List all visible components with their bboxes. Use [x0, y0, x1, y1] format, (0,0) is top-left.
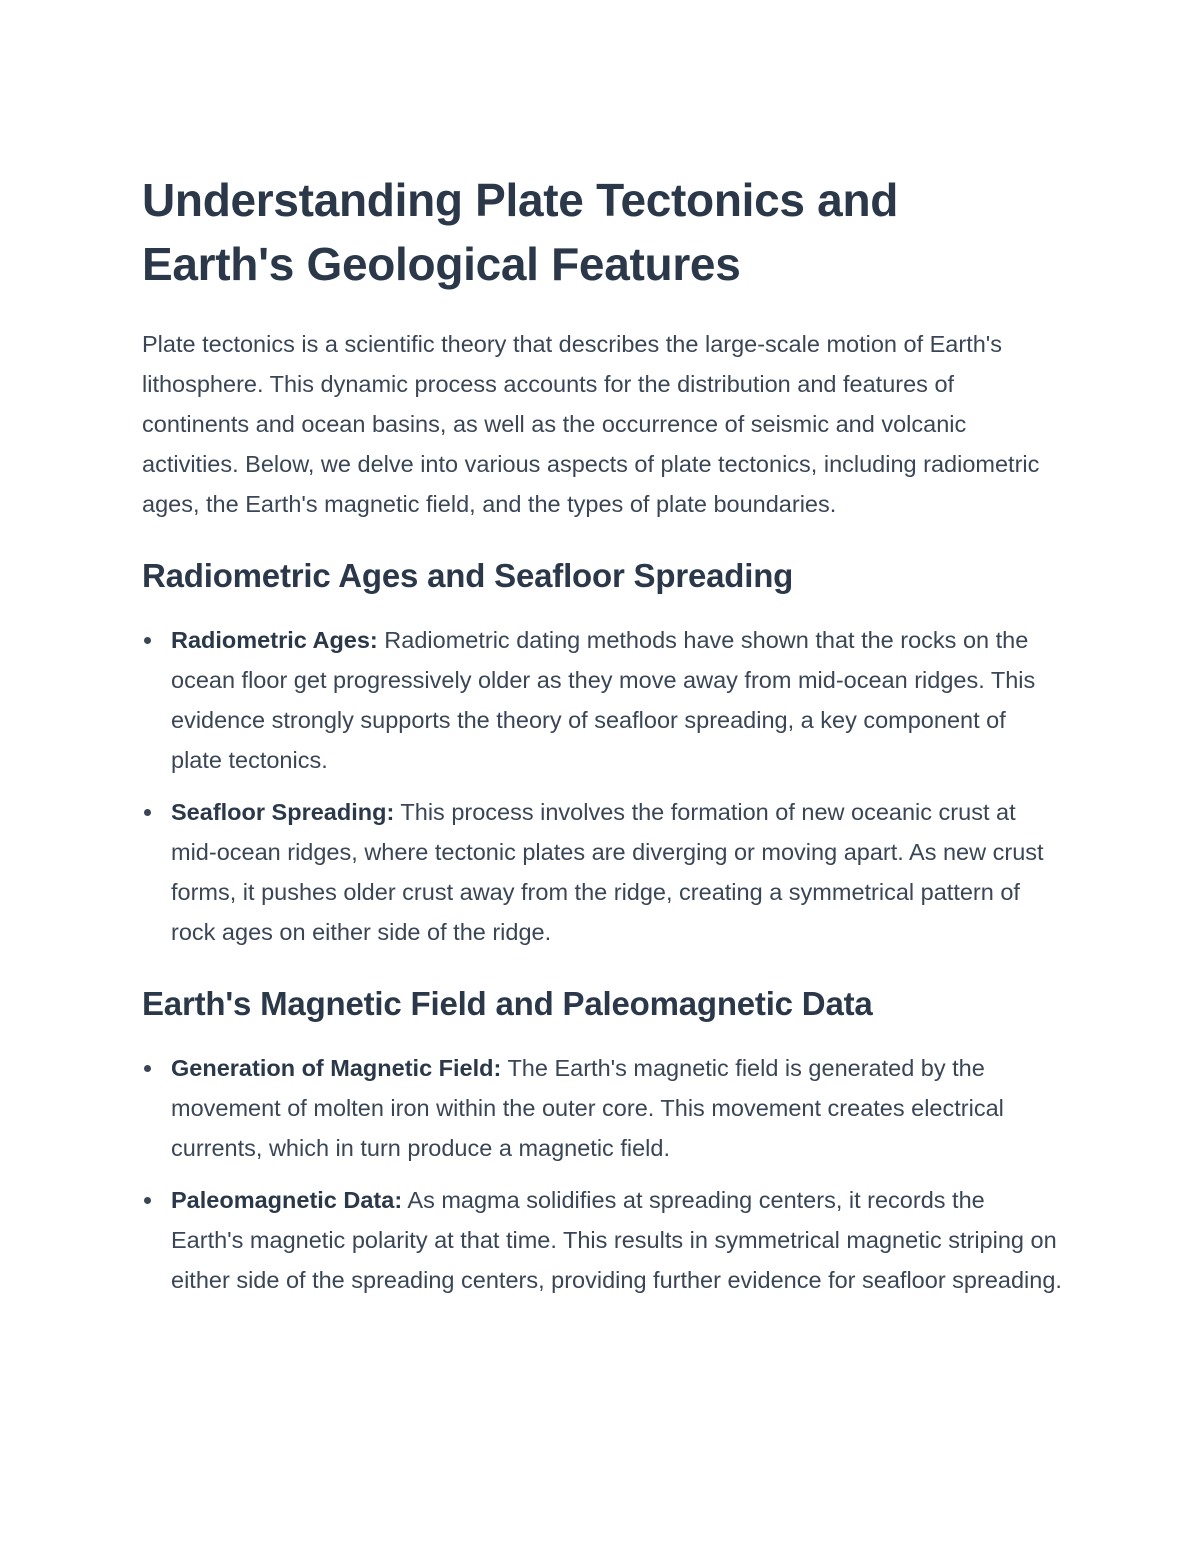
page-title: Understanding Plate Tectonics and Earth's Geological Features — [142, 174, 899, 290]
bullet-icon — [144, 1197, 151, 1204]
list-item — [142, 792, 1062, 952]
bullet-list-radiometric — [142, 620, 1062, 952]
list-item-text: Radiometric dating methods have shown that the rocks on the ocean floor get progressively older as they move away from mid-ocean ridges. This evidence strongly supports the theory of seafloor spreading, a key component of plate tectonics. — [171, 627, 1036, 773]
list-item — [142, 1180, 1062, 1300]
intro-paragraph: Plate tectonics is a scientific theory that describes the large-scale motion of Earth's lithosphere. This dynamic process accounts for the distribution and features of continents and ocean basins, as well as the occurrence of seismic and volcanic activities. Below, we delve into various aspects of plate tectonics, including radiometric ages, the Earth's magnetic field, and the types of plate boundaries. — [142, 331, 1040, 517]
bullet-list-magnetic — [142, 1048, 1062, 1300]
list-item-text: This process involves the formation of new oceanic crust at mid-ocean ridges, where tectonic plates are diverging or moving apart. As new crust forms, it pushes older crust away from the ridge, creating a symmetrical pattern of rock ages on either side of the ridge. — [171, 799, 1044, 945]
section-heading-radiometric: Radiometric Ages and Seafloor Spreading — [142, 557, 794, 594]
list-item-term: Paleomagnetic Data: — [171, 1187, 403, 1213]
document-page — [142, 168, 1062, 1312]
bullet-icon — [144, 1065, 151, 1072]
list-item — [142, 1048, 1062, 1168]
bullet-icon — [144, 809, 151, 816]
list-item-term: Radiometric Ages: — [171, 627, 378, 653]
bullet-icon — [144, 637, 151, 644]
list-item — [142, 620, 1062, 780]
list-item-term: Generation of Magnetic Field: — [171, 1055, 502, 1081]
list-item-text: As magma solidifies at spreading centers, it records the Earth's magnetic polarity at that time. This results in symmetrical magnetic striping on either side of the spreading centers, providing further evidence for seafloor spreading. — [171, 1187, 1062, 1293]
list-item-text: The Earth's magnetic field is generated by the movement of molten iron within the outer core. This movement creates electrical currents, which in turn produce a magnetic field. — [171, 1055, 1004, 1161]
list-item-term: Seafloor Spreading: — [171, 799, 395, 825]
section-heading-magnetic: Earth's Magnetic Field and Paleomagnetic Data — [142, 985, 873, 1022]
